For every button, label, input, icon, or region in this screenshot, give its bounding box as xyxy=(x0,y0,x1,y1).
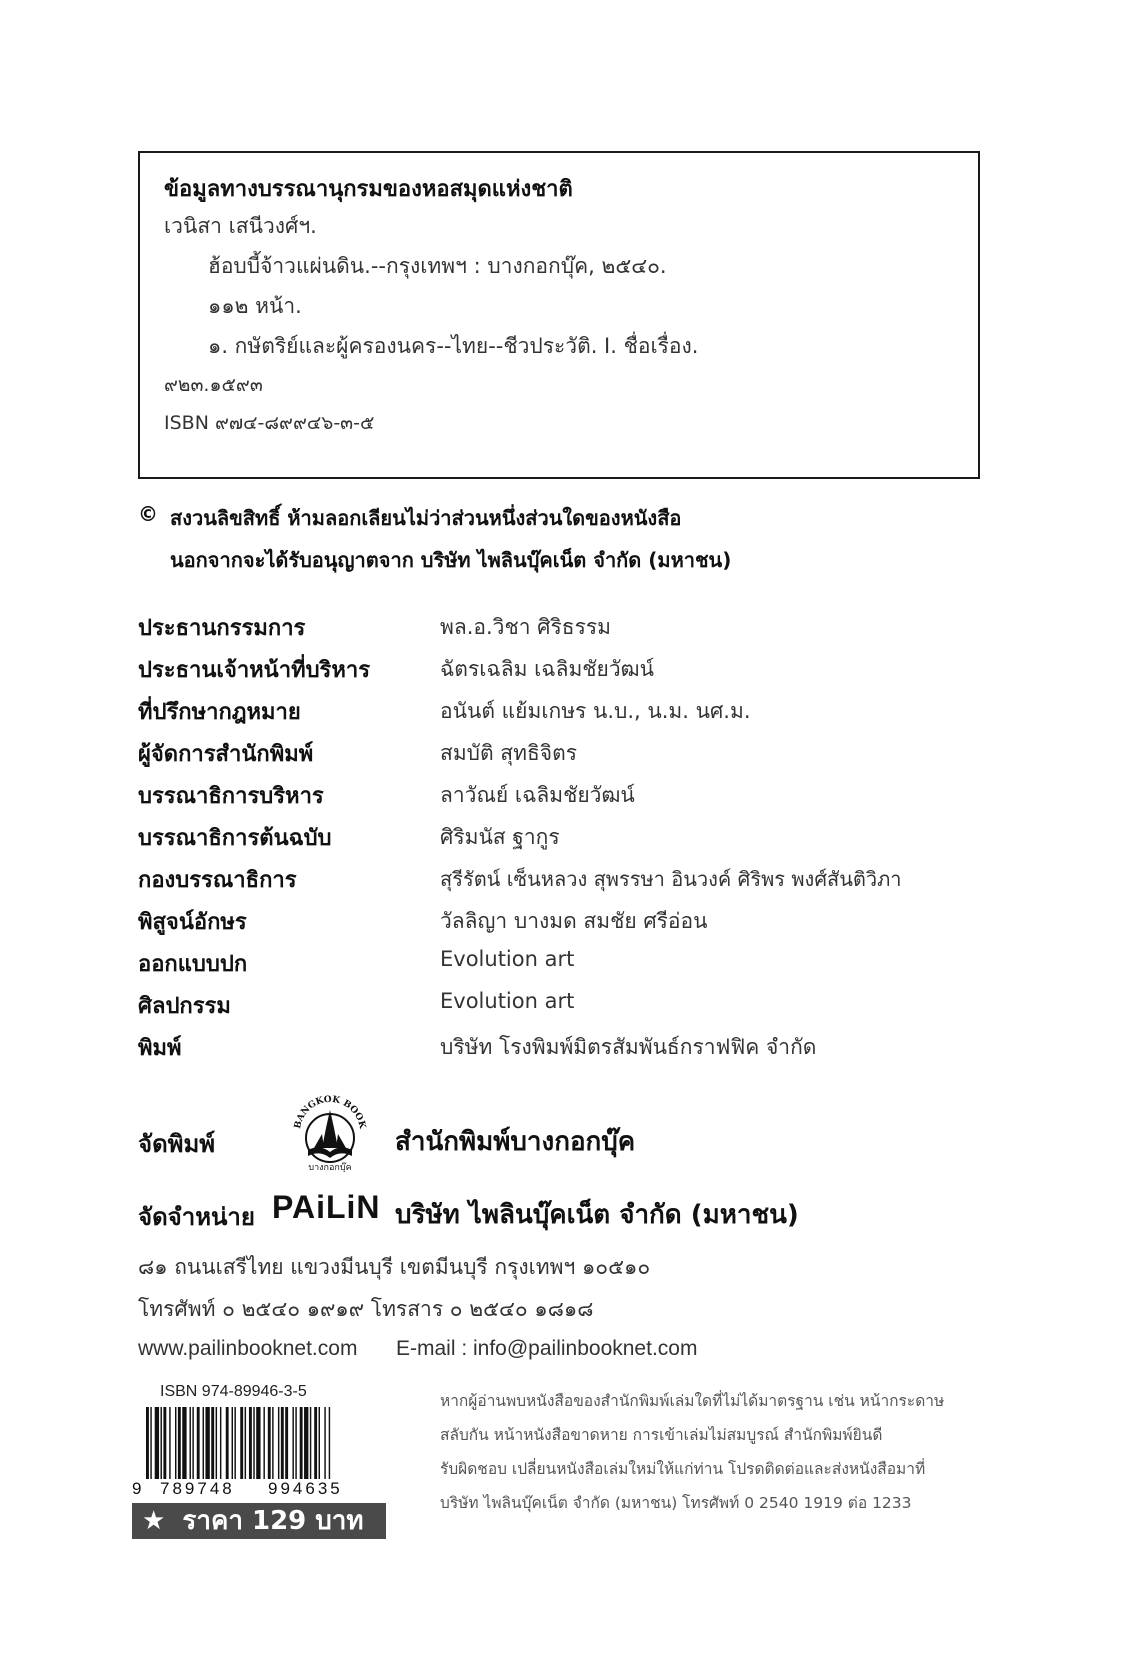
logo-arc-text: BANGKOK BOOK xyxy=(293,1094,367,1130)
price-tag xyxy=(132,1503,386,1539)
barcode-bar xyxy=(169,1407,170,1479)
notice-line: รับผิดชอบ เปลี่ยนหนังสือเล่มใหม่ให้แก่ท่าน โปรดติดต่อและส่งหนังสือมาที่ xyxy=(440,1460,926,1478)
publisher-name: สำนักพิมพ์บางกอกบุ๊ค xyxy=(395,1127,636,1157)
catalog-pages: ๑๑๒ หน้า. xyxy=(208,294,302,318)
barcode-bar xyxy=(285,1407,288,1479)
barcode-bar xyxy=(304,1407,308,1479)
barcode-digits-left: 789748 xyxy=(160,1479,235,1498)
barcode-bar xyxy=(175,1407,176,1479)
publisher-label: จัดพิมพ์ xyxy=(138,1130,216,1158)
barcode-bar xyxy=(197,1407,200,1479)
staff-role: ออกแบบปก xyxy=(138,952,248,977)
phone-fax: โทรศัพท์ ๐ ๒๕๔๐ ๑๙๑๙ โทรสาร ๐ ๒๕๔๐ ๑๘๑๘ xyxy=(138,1297,594,1321)
barcode-bar xyxy=(300,1407,303,1479)
barcode-bar xyxy=(203,1407,204,1479)
barcode-bar xyxy=(278,1407,279,1479)
barcode-bar xyxy=(245,1407,246,1479)
barcode-bar xyxy=(226,1407,229,1479)
barcode-bar xyxy=(182,1407,186,1479)
email-link[interactable]: E-mail : info@pailinbooknet.com xyxy=(396,1337,698,1360)
barcode-bar xyxy=(190,1407,191,1479)
catalog-author: เวนิสา เสนีวงศ์ฯ. xyxy=(164,214,317,238)
barcode-bar xyxy=(292,1407,293,1479)
staff-role: ที่ปรึกษากฎหมาย xyxy=(138,700,301,725)
catalog-isbn: ISBN ๙๗๔-๘๙๙๔๖-๓-๕ xyxy=(164,412,375,434)
barcode-bar xyxy=(161,1407,162,1479)
staff-name: Evolution art xyxy=(440,989,575,1013)
barcode-bar xyxy=(216,1407,217,1479)
address: ๘๑ ถนนเสรีไทย แขวงมีนบุรี เขตมีนบุรี กรุงเทพฯ ๑๐๕๑๐ xyxy=(138,1255,651,1279)
barcode-bar xyxy=(314,1407,317,1479)
barcode-bar xyxy=(268,1407,271,1479)
staff-role: พิมพ์ xyxy=(138,1036,182,1061)
staff-role: ผู้จัดการสำนักพิมพ์ xyxy=(138,742,314,767)
barcode-bar xyxy=(319,1407,320,1479)
bangkok-book-logo xyxy=(290,1088,370,1172)
barcode-bar xyxy=(324,1407,325,1479)
staff-name: พล.อ.วิชา ศิริธรรม xyxy=(440,615,612,639)
staff-name: ลาวัณย์ เฉลิมชัยวัฒน์ xyxy=(440,783,635,807)
barcode-bar xyxy=(240,1407,243,1479)
copyright-line-1: สงวนลิขสิทธิ์ ห้ามลอกเลียนไม่ว่าส่วนหนึ่งส่วนใดของหนังสือ xyxy=(170,506,682,530)
barcode-bar xyxy=(263,1407,264,1479)
catalog-book-line: ฮ้อบบี้จ้าวแผ่นดิน.--กรุงเทพฯ : บางกอกบุ๊ค, ๒๕๔๐. xyxy=(208,254,667,278)
staff-role: บรรณาธิการบริหาร xyxy=(138,784,324,809)
staff-name: ศิริมนัส ฐากูร xyxy=(440,825,560,849)
barcode-bar xyxy=(150,1407,151,1479)
barcode-bar xyxy=(256,1407,260,1479)
notice-line: บริษัท ไพลินบุ๊คเน็ต จำกัด (มหาชน) โทรศัพท์ 0 2540 1919 ต่อ 1233 xyxy=(440,1494,912,1512)
star-icon: ★ xyxy=(142,1506,166,1536)
staff-role: ประธานกรรมการ xyxy=(138,616,306,641)
staff-role: กองบรรณาธิการ xyxy=(138,868,297,893)
staff-role: ศิลปกรรม xyxy=(138,994,231,1019)
barcode-bar xyxy=(249,1407,252,1479)
staff-role: พิสูจน์อักษร xyxy=(138,910,247,935)
catalog-data-box xyxy=(138,151,980,479)
barcode-isbn: ISBN 974-89946-3-5 xyxy=(160,1383,307,1400)
staff-role: บรรณาธิการต้นฉบับ xyxy=(138,826,332,851)
barcode-bar xyxy=(178,1407,181,1479)
barcode-bar xyxy=(192,1407,193,1479)
barcode-bar xyxy=(234,1407,235,1479)
staff-name: อนันต์ แย้มเกษร น.บ., น.ม. นศ.ม. xyxy=(440,699,751,723)
barcode-bar xyxy=(232,1407,233,1479)
copyright-symbol: © xyxy=(138,502,158,526)
logo-caption: บางกอกบุ๊ค xyxy=(308,1163,352,1172)
staff-role: ประธานเจ้าหน้าที่บริหาร xyxy=(138,658,371,683)
staff-name: ฉัตรเฉลิม เฉลิมชัยวัฒน์ xyxy=(440,657,654,681)
distributor-label: จัดจำหน่าย xyxy=(138,1203,255,1231)
barcode-bar xyxy=(220,1407,221,1479)
barcode-bar xyxy=(146,1407,149,1479)
distributor-name: บริษัท ไพลินบุ๊คเน็ต จำกัด (มหาชน) xyxy=(395,1200,799,1230)
barcode-bar xyxy=(211,1407,214,1479)
barcode-bar xyxy=(205,1407,209,1479)
catalog-subjects: ๑. กษัตริย์และผู้ครองนคร--ไทย--ชีวประวัติ. I. ชื่อเรื่อง. xyxy=(208,334,699,358)
barcode-digits-right: 994635 xyxy=(268,1479,343,1498)
barcode-block xyxy=(132,1383,392,1543)
ean-barcode xyxy=(146,1407,378,1479)
barcode-bar xyxy=(272,1407,273,1479)
barcode-bar xyxy=(329,1407,330,1479)
barcode-digit-first: 9 xyxy=(132,1479,142,1498)
catalog-class-number: ๙๒๓.๑๕๙๓ xyxy=(164,374,263,396)
staff-name: สมบัติ สุทธิจิตร xyxy=(440,741,578,765)
notice-line: หากผู้อ่านพบหนังสือของสำนักพิมพ์เล่มใดที่ไม่ได้มาตรฐาน เช่น หน้ากระดาษ xyxy=(440,1392,945,1410)
website-link[interactable]: www.pailinbooknet.com xyxy=(138,1337,358,1360)
pailin-logo: PAiLiN xyxy=(272,1189,381,1225)
barcode-bar xyxy=(253,1407,254,1479)
staff-name: Evolution art xyxy=(440,947,575,971)
barcode-bar xyxy=(155,1407,159,1479)
staff-name: วัลลิญา บางมด สมชัย ศรีอ่อน xyxy=(440,909,708,933)
copyright-line-2: นอกจากจะได้รับอนุญาตจาก บริษัท ไพลินบุ๊คเน็ต จำกัด (มหาชน) xyxy=(170,548,732,572)
catalog-title: ข้อมูลทางบรรณานุกรมของหอสมุดแห่งชาติ xyxy=(164,177,573,202)
notice-line: สลับกัน หน้าหนังสือขาดหาย การเข้าเล่มไม่สมบูรณ์ สำนักพิมพ์ยินดี xyxy=(440,1426,883,1444)
staff-name: สุรีรัตน์ เซ็นหลวง สุพรรษา อินวงค์ ศิริพร พงศ์สันติวิภา xyxy=(440,867,902,891)
price-text: ราคา 129 บาท xyxy=(182,1506,364,1536)
barcode-bar xyxy=(281,1407,284,1479)
barcode-bar xyxy=(310,1407,311,1479)
barcode-bar xyxy=(295,1407,296,1479)
staff-name: บริษัท โรงพิมพ์มิตรสัมพันธ์กราฟฟิค จำกัด xyxy=(440,1035,817,1059)
barcode-bar xyxy=(163,1407,166,1479)
